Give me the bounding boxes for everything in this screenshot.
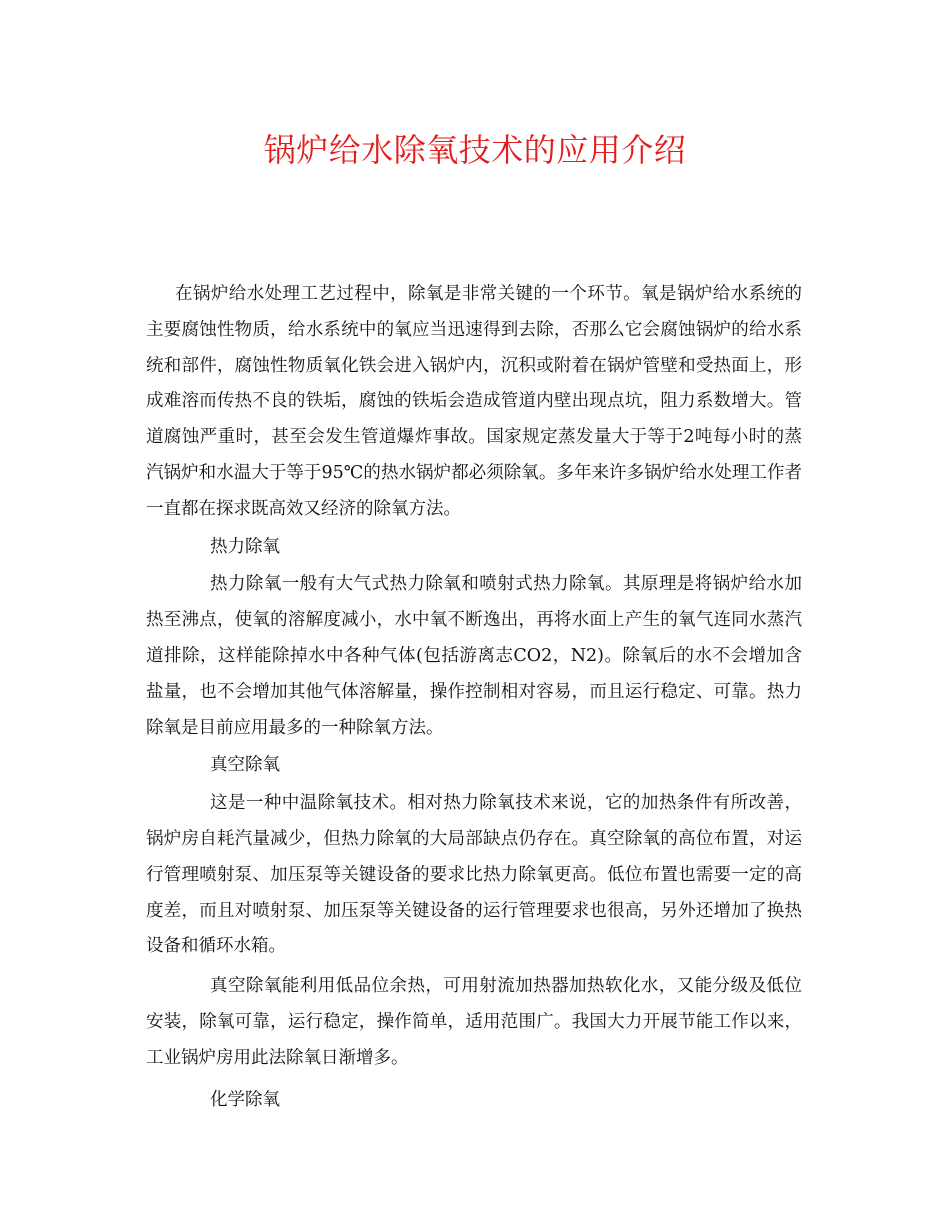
- section-paragraph-vacuum-2: 真空除氧能利用低品位余热，可用射流加热器加热软化水，又能分级及低位安装，除氧可靠，运行稳定，操作简单，适用范围广。我国大力开展节能工作以来，工业锅炉房用此法除氧日渐增多。: [146, 976, 802, 1068]
- section-paragraph-thermal: 热力除氧一般有大气式热力除氧和喷射式热力除氧。其原理是将锅炉给水加热至沸点，使氧的溶解度减小，水中氧不断逸出，再将水面上产生的氧气连同水蒸汽道排除，这样能除掉水中各种气体(包括游离志CO2，N2)。除氧后的水不会增加含盐量，也不会增加其他气体溶解量，操作控制相对容易，而且运行稳定、可靠。热力除氧是目前应用最多的一种除氧方法。: [146, 574, 802, 738]
- document-title: 锅炉给水除氧技术的应用介绍: [263, 131, 687, 169]
- section-heading-chemical: 化学除氧: [210, 1089, 280, 1110]
- section-heading-thermal: 热力除氧: [210, 536, 280, 557]
- section-paragraph-vacuum-1: 这是一种中温除氧技术。相对热力除氧技术来说，它的加热条件有所改善，锅炉房自耗汽量减少，但热力除氧的大局部缺点仍存在。真空除氧的高位布置，对运行管理喷射泵、加压泵等关键设备的要求比热力除氧更高。低位布置也需要一定的高度差，而且对喷射泵、加压泵等关键设备的运行管理要求也很高，另外还增加了换热设备和循环水箱。: [146, 793, 802, 957]
- intro-paragraph: 在锅炉给水处理工艺过程中，除氧是非常关键的一个环节。氧是锅炉给水系统的主要腐蚀性物质，给水系统中的氧应当迅速得到去除，否那么它会腐蚀锅炉的给水系统和部件，腐蚀性物质氧化铁会进入锅炉内，沉积或附着在锅炉管壁和受热面上，形成难溶而传热不良的铁垢，腐蚀的铁垢会造成管道内壁出现点坑，阻力系数增大。管道腐蚀严重时，甚至会发生管道爆炸事故。国家规定蒸发量大于等于2吨每小时的蒸汽锅炉和水温大于等于95℃的热水锅炉都必须除氧。多年来许多锅炉给水处理工作者一直都在探求既高效又经济的除氧方法。: [146, 284, 802, 519]
- document-body: [146, 277, 802, 1118]
- section-heading-vacuum: 真空除氧: [210, 755, 280, 776]
